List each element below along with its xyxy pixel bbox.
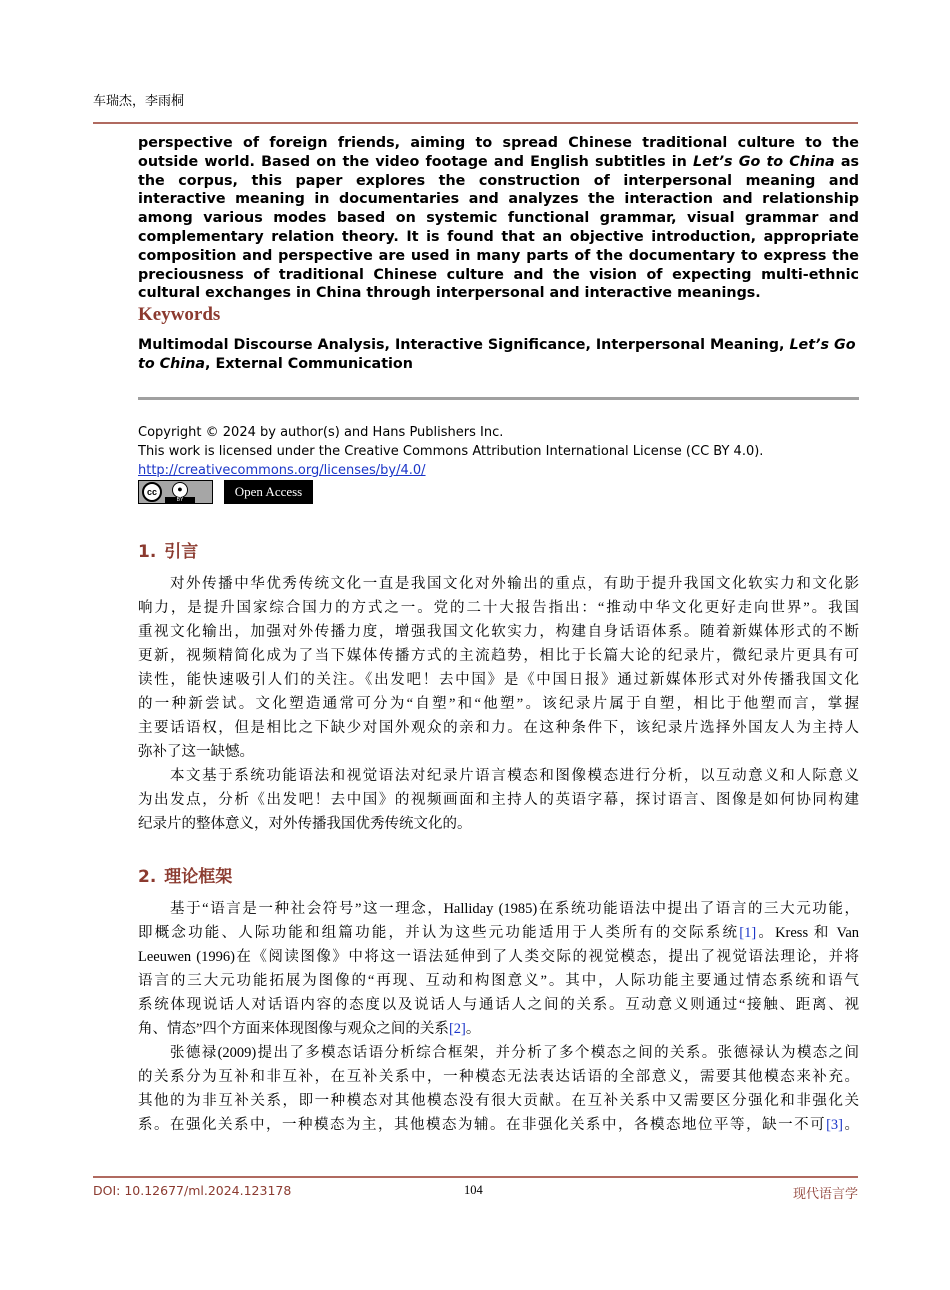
citation-link[interactable]: [3] [826,1117,843,1133]
section-2-line [138,921,859,945]
section-2-line [138,1113,859,1137]
section-1-line: 对外传播中华优秀传统文化一直是我国文化对外输出的重点，有助于提升我国文化软实力和文化影 [170,576,859,592]
section-2-line-text: 系。在强化关系中，一种模态为主，其他模态为辅。在非强化关系中，各模态地位平等，缺一不可 [138,1117,827,1133]
keywords-heading: Keywords [138,304,221,325]
keywords-part2: , External Communication [205,355,413,372]
section-2-heading [138,862,232,887]
section-2-line: 其他的为非互补关系，即一种模态对其他模态没有很大贡献。在互补关系中又需要区分强化和非强化关 [138,1093,859,1109]
section-1-line: 为出发点，分析《出发吧！去中国》的视频画面和主持人的英语字幕，探讨语言、图像是如何协同构建 [138,792,859,808]
copyright-line: Copyright © 2024 by author(s) and Hans Publishers Inc. [138,425,504,440]
citation-link[interactable]: [1] [739,925,757,941]
section-1-line: 重视文化输出，加强对外传播力度，增强我国文化软实力，构建自身话语体系。随着新媒体形式的不断 [138,624,859,640]
footer-divider [93,1176,858,1178]
section-1-title: 引言 [164,542,199,562]
section-2-number: 2. [138,867,157,887]
section-2-line: 系统体现说话人对话语内容的态度以及说话人与通话人之间的关系。互动意义则通过“接触、距离、视 [138,997,859,1013]
abstract-paragraph [138,134,859,303]
keywords-title-italic: Let’s Go to China [138,337,856,372]
section-1-line: 更新，视频精简化成为了当下媒体传播方式的主流趋势，相比于长篇大论的纪录片，微纪录片更具有可 [138,648,859,664]
section-2-line: 基于“语言是一种社会符号”这一理念，Halliday (1985)在系统功能语法中提出了语言的三大元功能， [170,901,859,917]
section-2-line: 张德禄(2009)提出了多模态话语分析综合框架，并分析了多个模态之间的关系。张德禄认为模态之间 [170,1045,859,1061]
section-2-line-text: 。Kress 和 Van [756,925,859,941]
section-2-line: 语言的三大元功能拓展为图像的“再现、互动和构图意义”。其中，人际功能主要通过情态系统和语气 [138,973,859,989]
license-line: This work is licensed under the Creative Commons Attribution International License (CC BY 4.0). [138,444,764,459]
abstract-title-italic: Let’s Go to China [692,153,835,170]
section-2-title: 理论框架 [164,867,233,887]
page-number: 104 [464,1183,483,1197]
citation-link[interactable]: [2] [448,1021,466,1037]
keywords-part1: Multimodal Discourse Analysis, Interactive Significance, Interpersonal Meaning, [138,337,790,353]
section-1-heading [138,537,198,562]
copyright-divider [138,397,859,400]
journal-name: 现代语言学 [792,1187,858,1202]
running-head-authors: 车瑞杰，李雨桐 [93,94,185,109]
footer-doi: DOI: 10.12677/ml.2024.123178 [93,1183,292,1198]
attribution-person-icon: ● [172,482,188,498]
section-1-line: 本文基于系统功能语法和视觉语法对纪录片语言模态和图像模态进行分析，以互动意义和人际意义 [170,768,859,784]
section-1-line: 主要话语权，但是相比之下缺少对国外观众的亲和力。在这种条件下，该纪录片选择外国友人为主持人 [138,720,859,736]
section-2-line: 的关系分为互补和非互补，在互补关系中，一种模态无法表达话语的全部意义，需要其他模态来补充。 [138,1069,859,1085]
section-1-line: 响力，是提升国家综合国力的方式之一。党的二十大报告指出：“推动中华文化更好走向世界”。我国 [138,600,859,616]
abstract-text-part1: perspective of foreign friends, aiming to spread Chinese traditional culture to the outside world. Based on the video footage and English subtitles in [138,135,859,170]
section-2-line-text: 。 [843,1117,859,1133]
section-2-line-text: 。 [465,1021,481,1037]
by-label: BY [165,497,195,504]
section-2-line-text: 即概念功能、人际功能和组篇功能，并认为这些元功能适用于人类所有的交际系统 [138,925,740,941]
abstract-text-part2: as the corpus, this paper explores the construction of interpersonal meaning and interactive meaning in documentaries and analyzes the interaction and relationship among various modes based on systemic functional grammar, visual grammar and complementary relation theory. It is found that an objective introduction, appropriate composition and perspective are used in many parts of the documentary to express the preciousness of traditional Chinese culture and the vision of expecting multi-ethnic cultural exchanges in China through interpersonal and interactive meanings. [138,153,859,302]
cc-by-license-badge[interactable] [138,480,213,504]
creative-commons-icon: cc [142,482,162,502]
section-2-line-text: 角、情态”四个方面来体现图像与观众之间的关系 [138,1021,449,1037]
section-1-line: 弥补了这一缺憾。 [138,744,254,760]
section-1-line: 的一种新尝试。文化塑造通常可分为“自塑”和“他塑”。该纪录片属于自塑，相比于他塑而言，掌握 [138,696,859,712]
copyright-block [138,423,763,480]
section-1-line: 纪录片的整体意义，对外传播我国优秀传统文化的。 [138,816,472,832]
section-1-number: 1. [138,542,157,562]
section-2-line: Leeuwen (1996)在《阅读图像》中将这一语法延伸到了人类交际的视觉模态，提出了视觉语法理论，并将 [138,949,859,965]
header-divider [93,122,858,124]
section-2-line [138,1017,859,1041]
license-link[interactable]: http://creativecommons.org/licenses/by/4.0/ [138,463,426,478]
section-1-line: 读性，能快速吸引人们的关注。《出发吧！去中国》是《中国日报》通过新媒体形式对外传播我国文化 [138,672,859,688]
open-access-badge: Open Access [224,480,313,504]
keywords-list [138,336,859,374]
